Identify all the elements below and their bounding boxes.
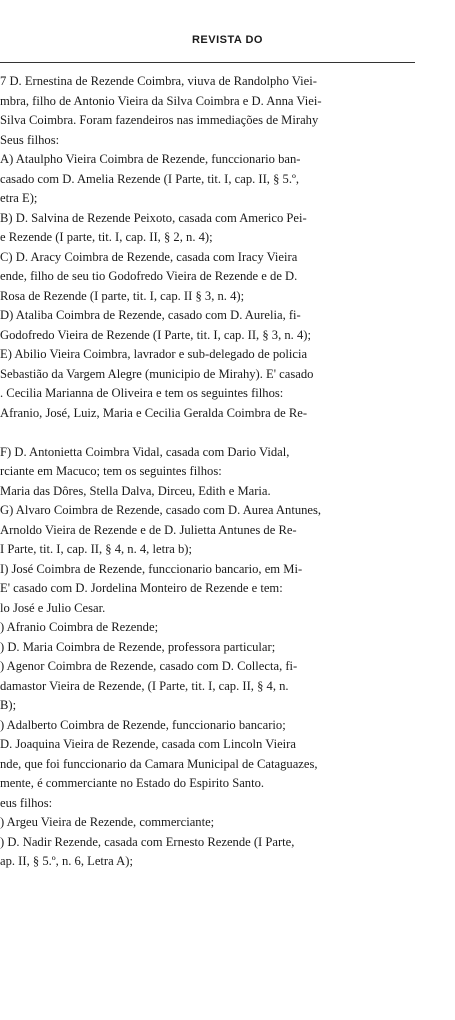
text-line: E) Abilio Vieira Coimbra, lavrador e sub-delegado de policia — [0, 347, 308, 361]
text-line: Sebastião da Vargem Alegre (municipio de Mirahy). E' casado — [0, 366, 314, 381]
text-line: ) Adalberto Coimbra de Rezende, funccionario bancario; — [0, 717, 286, 732]
text-line: mbra, filho de Antonio Vieira da Silva Coimbra e D. Anna Viei- — [0, 93, 322, 108]
text-line: mente, é commerciante no Estado do Espirito Santo. — [0, 776, 265, 790]
text-line: F) D. Antonietta Coimbra Vidal, casada com Dario Vidal, — [0, 444, 290, 459]
text-line: ap. II, § 5.º, n. 6, Letra A); — [0, 854, 133, 868]
text-line: Arnoldo Vieira de Rezende e de D. Julietta Antunes de Re- — [0, 522, 297, 537]
text-line: G) Alvaro Coimbra de Rezende, casado com D. Aurea Antunes, — [0, 503, 322, 517]
running-header: REVISTA DO — [191, 34, 263, 46]
text-line: etra E); — [0, 191, 38, 205]
text-line: e Rezende (I parte, tit. I, cap. II, § 2, n. 4); — [0, 230, 213, 244]
text-line: A) Ataulpho Vieira Coimbra de Rezende, funccionario ban- — [0, 152, 301, 166]
text-line: ) D. Nadir Rezende, casada com Ernesto Rezende (I Parte, — [0, 834, 295, 849]
text-line: ) Argeu Vieira de Rezende, commerciante; — [0, 815, 215, 829]
text-line: . Cecilia Marianna de Oliveira e tem os seguintes filhos: — [0, 386, 284, 400]
text-line: damastor Vieira de Rezende, (I Parte, tit. I, cap. II, § 4, n. — [0, 678, 289, 693]
header-rule — [0, 62, 415, 63]
document-body — [0, 72, 450, 872]
text-line: Seus filhos: — [0, 132, 60, 147]
text-line: D) Ataliba Coimbra de Rezende, casado com D. Aurelia, fi- — [0, 308, 301, 322]
text-line: I) José Coimbra de Rezende, funccionario bancario, em Mi- — [0, 561, 303, 576]
text-line: ) Afranio Coimbra de Rezende; — [0, 620, 159, 634]
text-line: Godofredo Vieira de Rezende (I Parte, tit. I, cap. II, § 3, n. 4); — [0, 327, 311, 342]
text-line: I Parte, tit. I, cap. II, § 4, n. 4, letra b); — [0, 542, 192, 556]
text-line: lo José e Julio Cesar. — [0, 600, 106, 615]
text-line: B); — [0, 698, 17, 712]
text-line: ) Agenor Coimbra de Rezende, casado com D. Collecta, fi- — [0, 659, 298, 673]
text-line: D. Joaquina Vieira de Rezende, casada com Lincoln Vieira — [0, 737, 296, 751]
text-line: Silva Coimbra. Foram fazendeiros nas immediações de Mirahy — [0, 113, 319, 127]
text-line: ende, filho de seu tio Godofredo Vieira de Rezende e de D. — [0, 269, 298, 283]
blank-line — [0, 423, 450, 443]
text-line: ) D. Maria Coimbra de Rezende, professora particular; — [0, 639, 276, 654]
text-line: B) D. Salvina de Rezende Peixoto, casada com Americo Pei- — [0, 210, 307, 225]
text-line: eus filhos: — [0, 795, 53, 810]
text-line: C) D. Aracy Coimbra de Rezende, casada com Iracy Vieira — [0, 249, 298, 264]
text-line: 7 D. Ernestina de Rezende Coimbra, viuva de Randolpho Viei- — [0, 74, 317, 88]
text-line: casado com D. Amelia Rezende (I Parte, tit. I, cap. II, § 5.º, — [0, 171, 300, 186]
text-line: rciante em Macuco; tem os seguintes filhos: — [0, 464, 222, 478]
text-line: nde, que foi funccionario da Camara Municipal de Cataguazes, — [0, 756, 318, 771]
text-line: Rosa de Rezende (I parte, tit. I, cap. II § 3, n. 4); — [0, 288, 245, 303]
text-line: Afranio, José, Luiz, Maria e Cecilia Geralda Coimbra de Re- — [0, 405, 308, 420]
text-line: E' casado com D. Jordelina Monteiro de Rezende e tem: — [0, 581, 283, 595]
text-line: Maria das Dôres, Stella Dalva, Dirceu, Edith e Maria. — [0, 483, 271, 498]
